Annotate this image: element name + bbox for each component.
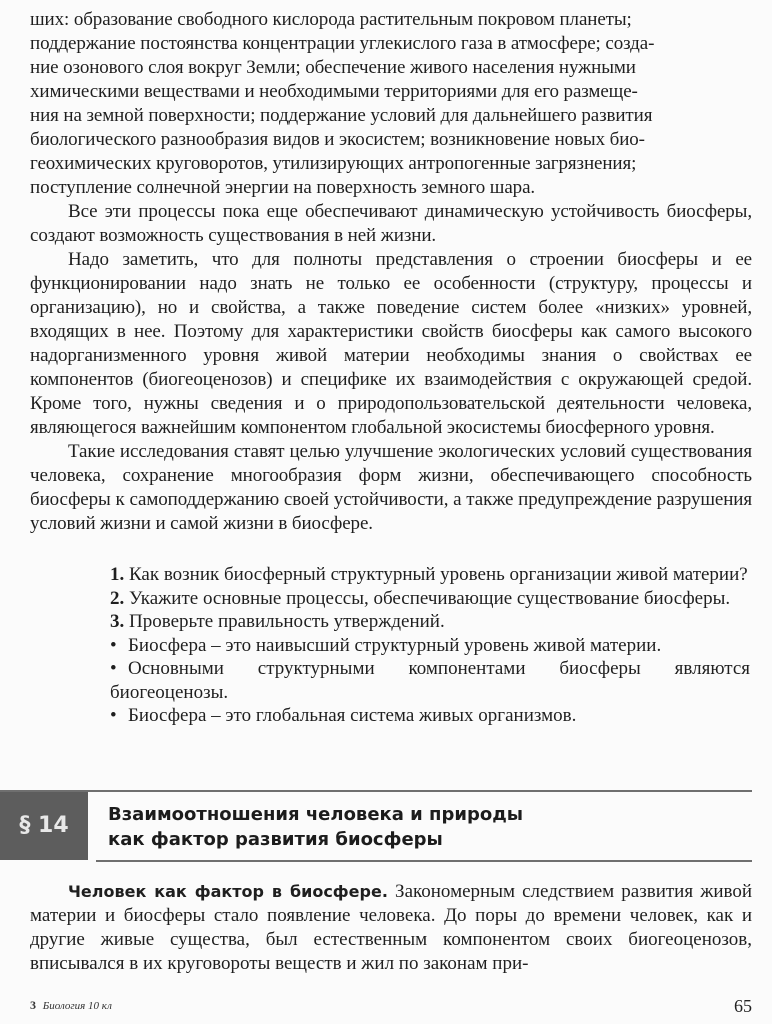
paragraph-text: Закономерным следствием развития живой материи и биосферы стало появление человека. До поры до времени человек, как и другие живые существа, был естественным компонентом своих биогеоценозов, вписывался в их круговороты веществ и жил по законам при- — [30, 881, 753, 974]
bullet-icon: • — [110, 705, 117, 726]
continuation-paragraph — [30, 8, 752, 200]
book-title: Биология 10 кл — [42, 1000, 112, 1012]
text-line: геохимических круговоротов, утилизирующих антропогенные загрязнения; — [30, 153, 637, 174]
text-line: ших: образование свободного кислорода растительным покровом планеты; — [30, 9, 632, 30]
paragraph: Все эти процессы пока еще обеспечивают динамическую устойчивость биосферы, создают возможность существования в ней жизни. — [30, 201, 752, 246]
bullet-icon: • — [110, 658, 117, 679]
text-line: ния на земной поверхности; поддержание условий для дальнейшего развития — [30, 105, 653, 126]
section-header — [0, 790, 772, 862]
section-text — [30, 880, 752, 976]
statement-item — [110, 634, 750, 658]
statement-item — [110, 704, 750, 728]
text-line: поддержание постоянства концентрации углекислого газа в атмосфере; созда- — [30, 33, 655, 54]
statement-text: Биосфера – это глобальная система живых организмов. — [128, 705, 577, 726]
section-title-line: Взаимоотношения человека и природы — [108, 804, 524, 825]
main-text — [30, 8, 752, 536]
statement-text: Биосфера – это наивысший структурный уровень живой материи. — [128, 634, 662, 656]
section-number-badge: § 14 — [0, 792, 88, 860]
review-questions — [110, 563, 750, 728]
text-line: биологического разнообразия видов и экосистем; возникновение новых био- — [30, 129, 645, 150]
paragraph: Надо заметить, что для полноты представления о строении биосферы и ее функционировании надо знать не только ее особенности (структуру, процессы и организацию), но и свойства, а также поведение систем более «низких» уровней, входящих в нее. Поэтому для характеристики свойств биосферы как самого высокого надорганизменного уровня живой материи необходимы знания о свойствах ее компонентов (биогеоценозов) и специфике их взаимодействия с окружающей средой. Кроме того, нужны сведения и о природопользовательской деятельности человека, являющегося важнейшим компонентом глобальной экосистемы биосферного уровня. — [30, 249, 752, 438]
question-number: 2. — [110, 587, 125, 609]
paragraph — [30, 880, 752, 976]
section-title-line: как фактор развития биосферы — [108, 829, 443, 850]
question-number: 3. — [110, 611, 125, 632]
page-number: 65 — [734, 996, 752, 1016]
question-text: Проверьте правильность утверждений. — [129, 611, 445, 632]
question-item — [110, 610, 750, 634]
statement-item — [110, 657, 750, 704]
question-number: 1. — [110, 564, 125, 585]
paragraph: Такие исследования ставят целью улучшение экологических условий существования человека, сохранение многообразия форм жизни, обеспечивающего способность биосферы к самоподдержанию своей устойчивости, а также предупреждение разрушения условий жизни и самой жизни в биосфере. — [30, 441, 752, 534]
sheet-number: 3 — [30, 998, 36, 1012]
section-title — [108, 802, 748, 852]
question-item — [110, 587, 750, 611]
question-text: Как возник биосферный структурный уровень организации живой материи? — [129, 564, 748, 585]
text-line: поступление солнечной энергии на поверхность земного шара. — [30, 177, 536, 198]
text-line: ние озонового слоя вокруг Земли; обеспечение живого населения нужными — [30, 57, 636, 78]
bullet-icon: • — [110, 634, 117, 656]
question-text: Укажите основные процессы, обеспечивающие существование биосферы. — [129, 587, 731, 609]
page-footer — [30, 998, 112, 1013]
statement-text: Основными структурными компонентами биосферы являются биогеоценозы. — [110, 658, 750, 703]
divider — [0, 790, 752, 792]
paragraph-lead-in: Человек как фактор в биосфере. — [68, 882, 388, 901]
question-item — [110, 563, 750, 587]
text-line: химическими веществами и необходимыми территориями для его размеще- — [30, 81, 638, 102]
divider — [96, 860, 752, 862]
